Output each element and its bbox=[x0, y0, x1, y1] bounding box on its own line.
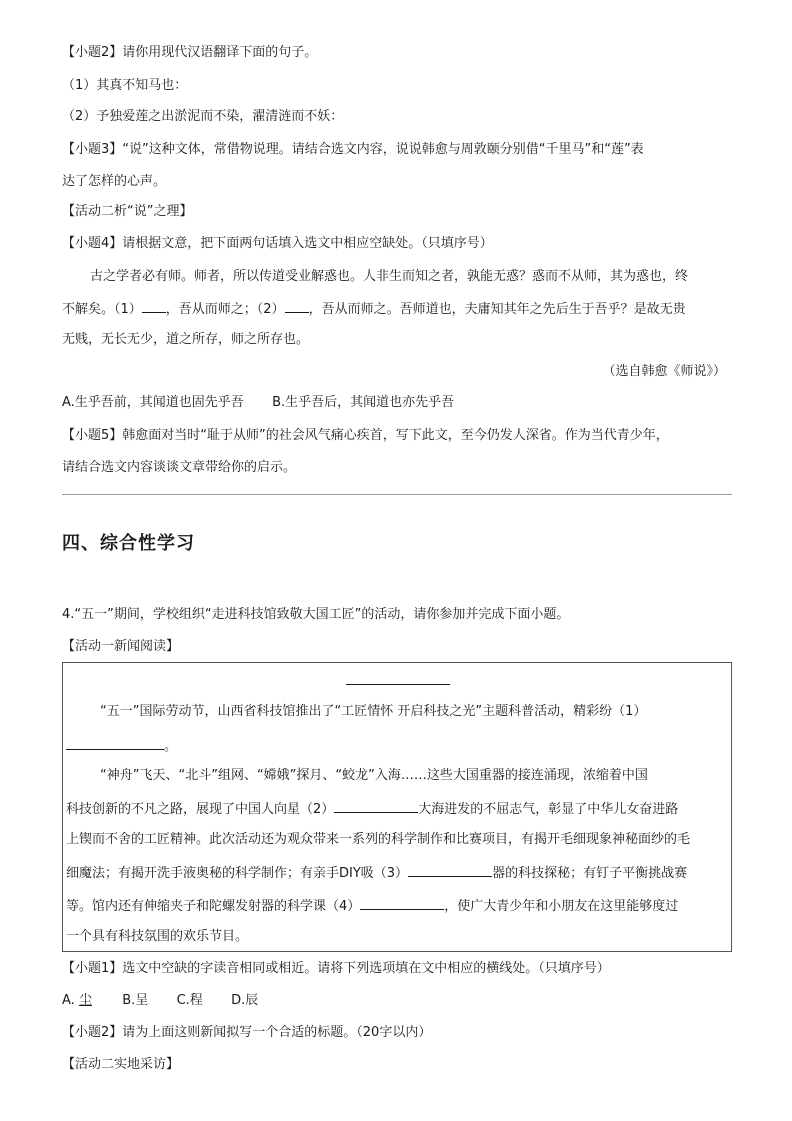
option-d-text: D.辰 bbox=[231, 993, 259, 1008]
passage-line-2-b: ，吾从而师之；（2） bbox=[165, 302, 285, 317]
news-line-2: “神舟”飞天、“北斗”组网、“嫦娥”探月、“蛟龙”入海……这些大国重器的接连涌现，浓缩着中国 bbox=[100, 768, 648, 783]
news-blank-1[interactable] bbox=[66, 736, 164, 750]
news-line-1b bbox=[66, 736, 177, 756]
section-heading: 四、综合性学习 bbox=[62, 533, 195, 554]
q4-options bbox=[62, 394, 454, 412]
sub1-prompt: 【小题1】选文中空缺的字读音相同或相近。请将下列选项填在文中相应的横线处。（只填序号） bbox=[62, 961, 610, 976]
news-line-6 bbox=[66, 896, 678, 916]
passage-line-2-c: ，吾从而师之。吾师道也，夫庸知其年之先后生于吾乎？是故无贵 bbox=[308, 302, 686, 317]
option-b: B.生乎吾后，其闻道也亦先乎吾 bbox=[272, 395, 455, 410]
q3-line-2: 达了怎样的心声。 bbox=[62, 174, 167, 189]
q4-intro: 4.“五一”期间，学校组织“走进科技馆致敬大国工匠”的活动，请你参加并完成下面小题。 bbox=[62, 607, 570, 622]
news-blank-4[interactable] bbox=[360, 896, 444, 910]
option-a: A.生乎吾前，其闻道也固先乎吾 bbox=[62, 395, 244, 410]
q2-sentence-1: （1）其真不知马也： bbox=[62, 78, 188, 93]
q2-prompt: 【小题2】请你用现代汉语翻译下面的句子。 bbox=[62, 45, 318, 60]
news-line-1: “五一”国际劳动节，山西省科技馆推出了“工匠情怀 开启科技之光”主题科普活动，精彩纷（1） bbox=[100, 704, 647, 719]
news-line-3b: 大海进发的不屈志气，彰显了中华儿女奋进路 bbox=[418, 802, 679, 817]
news-line-7: 一个具有科技氛围的欢乐节目。 bbox=[66, 929, 249, 944]
sub2-prompt: 【小题2】请为上面这则新闻拟写一个合适的标题。（20字以内） bbox=[62, 1025, 432, 1040]
news-line-4: 上锲而不舍的工匠精神。此次活动还为观众带来一系列的科学制作和比赛项目，有揭开毛细现象神秘面纱的毛 bbox=[66, 832, 691, 847]
news-line-6b: ，使广大青少年和小朋友在这里能够度过 bbox=[444, 899, 679, 914]
news-line-5a: 细魔法；有揭开洗手液奥秘的科学制作；有亲手DIY吸（3） bbox=[66, 866, 409, 881]
option-a-char: 尘 bbox=[78, 993, 92, 1008]
news-title-blank[interactable] bbox=[346, 678, 450, 685]
q5-line-1: 【小题5】韩愈面对当时“耻于从师”的社会风气痛心疾首，写下此文，至今仍发人深省。作为当代青少年， bbox=[62, 428, 669, 443]
section-divider bbox=[62, 494, 732, 495]
q4-prompt: 【小题4】请根据文意，把下面两句话填入选文中相应空缺处。（只填序号） bbox=[62, 236, 493, 251]
passage-line-1: 古之学者必有师。师者，所以传道受业解惑也。人非生而知之者，孰能无惑？惑而不从师，其为惑也，终 bbox=[90, 269, 689, 284]
sub1-options bbox=[62, 992, 258, 1010]
passage-source: （选自韩愈《师说》） bbox=[602, 364, 726, 379]
fill-blank-1[interactable] bbox=[142, 299, 166, 313]
news-line-1b-text: 。 bbox=[164, 739, 178, 754]
news-line-5b: 器的科技探秘；有钉子平衡挑战赛 bbox=[492, 866, 688, 881]
q3-line-1: 【小题3】“说”这种文体，常借物说理。请结合选文内容，说说韩愈与周敦颐分别借“千里马”和“莲”表 bbox=[62, 142, 644, 157]
q5-line-2: 请结合选文内容谈谈文章带给你的启示。 bbox=[62, 460, 297, 475]
activity-2-heading: 【活动二析“说”之理】 bbox=[62, 204, 193, 219]
news-blank-3[interactable] bbox=[408, 863, 492, 877]
news-line-3a: 科技创新的不凡之路，展现了中国人向星（2） bbox=[66, 802, 335, 817]
news-line-6a: 等。馆内还有伸缩夹子和陀螺发射器的科学课（4） bbox=[66, 899, 361, 914]
passage-line-3: 无贱，无长无少，道之所存，师之所存也。 bbox=[62, 332, 310, 347]
activity-2-interview: 【活动二实地采访】 bbox=[62, 1057, 180, 1072]
option-b-text: B.呈 bbox=[122, 993, 149, 1008]
option-c-text: C.程 bbox=[176, 993, 203, 1008]
activity-1-heading: 【活动一新闻阅读】 bbox=[62, 639, 180, 654]
news-line-3 bbox=[66, 799, 678, 819]
fill-blank-2[interactable] bbox=[285, 299, 309, 313]
news-blank-2[interactable] bbox=[334, 799, 418, 813]
news-line-5 bbox=[66, 863, 687, 883]
passage-line-2 bbox=[62, 299, 686, 319]
passage-line-2-a: 不解矣。（1） bbox=[62, 302, 142, 317]
q2-sentence-2: （2）予独爱莲之出淤泥而不染，濯清涟而不妖： bbox=[62, 109, 344, 124]
option-a-label: A. bbox=[62, 993, 75, 1008]
